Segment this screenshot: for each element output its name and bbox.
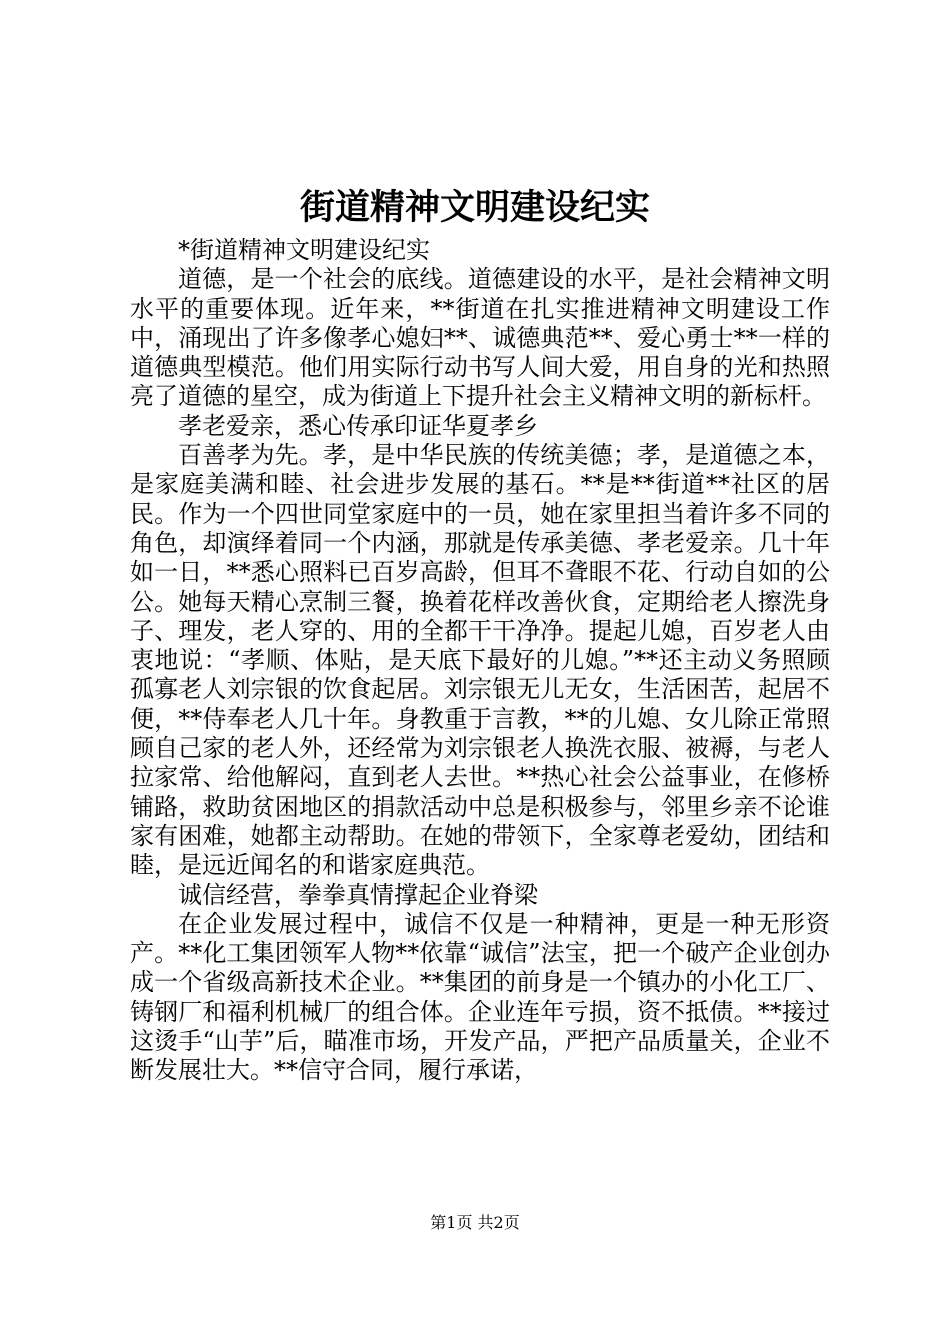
document-title: 街道精神文明建设纪实 [299, 187, 650, 228]
document-body [130, 236, 830, 1086]
page-number-footer: 第1页 共2页 [430, 1213, 520, 1232]
filial-paragraph: 百善孝为先。孝，是中华民族的传统美德；孝，是道德之本，是家庭美满和睦、社会进步发展的基石。**是**街道**社区的居民。作为一个四世同堂家庭中的一员，她在家里担当着许多不同的角色，却演绎着同一个内涵，那就是传承美德、孝老爱亲。几十年如一日，**悉心照料已百岁高龄，但耳不聋眼不花、行动自如的公公。她每天精心烹制三餐，换着花样改善伙食，定期给老人擦洗身子、理发，老人穿的、用的全都干干净净。提起儿媳，百岁老人由衷地说：“孝顺、体贴，是天底下最好的儿媳。”**还主动义务照顾孤寡老人刘宗银的饮食起居。刘宗银无儿无女，生活困苦，起居不便，**侍奉老人几十年。身教重于言教，**的儿媳、女儿除正常照顾自己家的老人外，还经常为刘宗银老人换洗衣服、被褥，与老人拉家常、给他解闷，直到老人去世。**热心社会公益事业，在修桥铺路，救助贫困地区的捐款活动中总是积极参与，邻里乡亲不论谁家有困难，她都主动帮助。在她的带领下，全家尊老爱幼，团结和睦，是远近闻名的和谐家庭典范。 [130, 441, 830, 880]
subtitle-line: *街道精神文明建设纪实 [178, 236, 430, 264]
integrity-paragraph: 在企业发展过程中，诚信不仅是一种精神，更是一种无形资产。**化工集团领军人物**依靠“诚信”法宝，把一个破产企业创办成一个省级高新技术企业。**集团的前身是一个镇办的小化工厂、铸钢厂和福利机械厂的组合体。企业连年亏损，资不抵债。**接过这烫手“山芋”后，瞄准市场，开发产品，严把产品质量关，企业不断发展壮大。**信守合同，履行承诺， [130, 909, 830, 1085]
section-heading-integrity: 诚信经营，拳拳真情撑起企业脊梁 [178, 880, 538, 909]
section-heading-filial: 孝老爱亲，悉心传承印证华夏孝乡 [178, 411, 538, 440]
intro-paragraph: 道德，是一个社会的底线。道德建设的水平，是社会精神文明水平的重要体现。近年来，**街道在扎实推进精神文明建设工作中，涌现出了许多像孝心媳妇**、诚德典范**、爱心勇士**一样的道德典型模范。他们用实际行动书写人间大爱，用自身的光和热照亮了道德的星空，成为街道上下提升社会主义精神文明的新标杆。 [130, 265, 830, 411]
